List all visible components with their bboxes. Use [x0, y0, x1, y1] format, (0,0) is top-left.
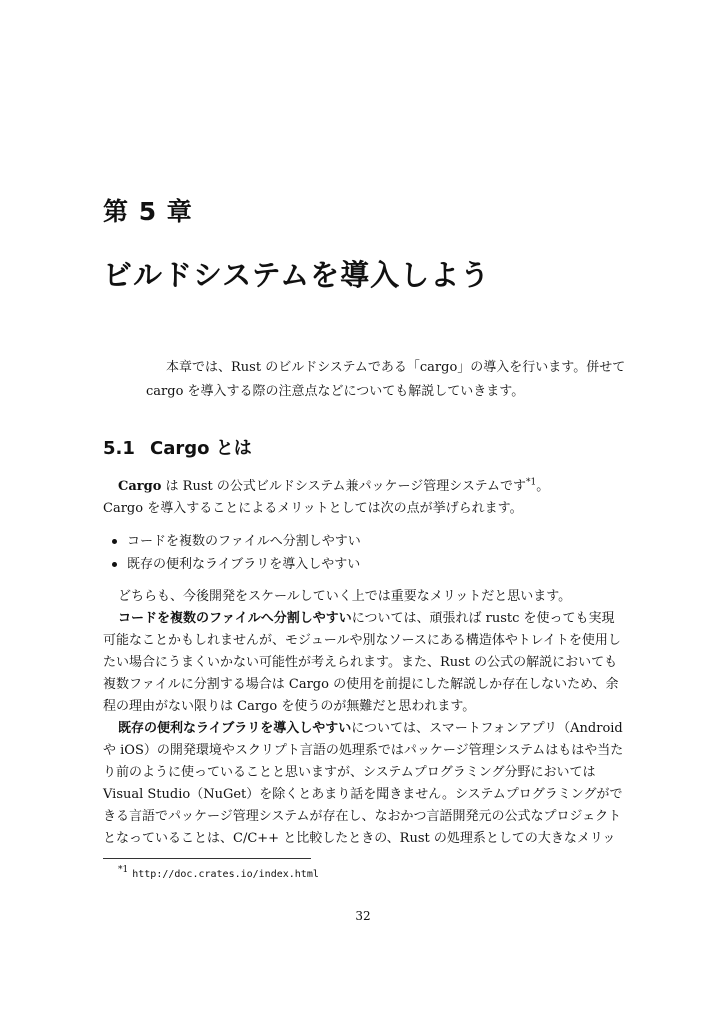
chapter-label: 第 5 章	[103, 197, 193, 226]
chapter-abstract	[146, 356, 626, 404]
paragraph-3-bold: 既存の便利なライブラリを導入しやすい	[118, 721, 352, 736]
intro-text: は Rust の公式ビルドシステム兼パッケージ管理システムです	[161, 479, 526, 494]
section-body	[103, 476, 625, 850]
intro-end: 。	[536, 479, 550, 494]
list-item-text: コードを複数のファイルへ分割しやすい	[127, 534, 361, 549]
section-heading	[103, 434, 252, 460]
intro-line-2: Cargo を導入することによるメリットとしては次の点が挙げられます。	[103, 501, 523, 516]
abstract-text: 本章では、Rust のビルドシステムである「cargo」の導入を行います。併せて cargo を導入する際の注意点などについても解説していきます。	[146, 360, 626, 399]
paragraph-1: どちらも、今後開発をスケールしていく上では重要なメリットだと思います。	[118, 589, 572, 604]
intro-paragraph	[103, 476, 625, 498]
paragraph-3	[103, 718, 625, 850]
list-item	[127, 530, 625, 553]
footnote-url[interactable]: http://doc.crates.io/index.html	[132, 869, 319, 880]
footnote-reference[interactable]: *1	[525, 477, 537, 488]
bullet-icon	[112, 562, 117, 567]
paragraph-2-bold: コードを複数のファイルへ分割しやすい	[118, 611, 352, 626]
paragraph-2-text: については、頑張れば rustc を使っても実現可能なことかもしれませんが、モジュールや別なソースにある構造体やトレイトを使用したい場合にうまくいかない可能性が考えられます。また、Rust の公式の解説においても複数ファイルに分割する場合は Cargo の使用を前提にした解説しか存在しないため、余程の理由がない限りは Cargo を使うのが無難だと思われます。	[103, 611, 621, 714]
paragraph-3-text: については、スマートフォンアプリ（Android や iOS）の開発環境やスクリプト言語の処理系ではパッケージ管理システムはもはや当たり前のように使っていることと思いますが、システムプログラミング分野においては Visual Studio（NuGet）を除くとあまり話を聞きません。システムプログラミングができる言語でパッケージ管理システムが存在し、なおかつ言語開発元の公式なプロジェクトとなっていることは、C/C++ と比較したときの、Rust の処理系としての大きなメリッ	[103, 721, 624, 846]
section-number: 5.1	[103, 438, 135, 459]
bullet-icon	[112, 539, 117, 544]
footnote-divider	[103, 858, 311, 859]
page-number: 32	[355, 909, 371, 923]
list-item	[127, 553, 625, 576]
footnote-mark: *1	[118, 865, 129, 876]
chapter-title: ビルドシステムを導入しよう	[103, 258, 491, 292]
benefit-list	[103, 530, 625, 576]
list-item-text: 既存の便利なライブラリを導入しやすい	[127, 557, 361, 572]
intro-bold-term: Cargo	[118, 479, 162, 494]
footnote	[118, 867, 319, 880]
paragraph-2	[103, 608, 625, 718]
section-title: Cargo とは	[150, 438, 252, 459]
